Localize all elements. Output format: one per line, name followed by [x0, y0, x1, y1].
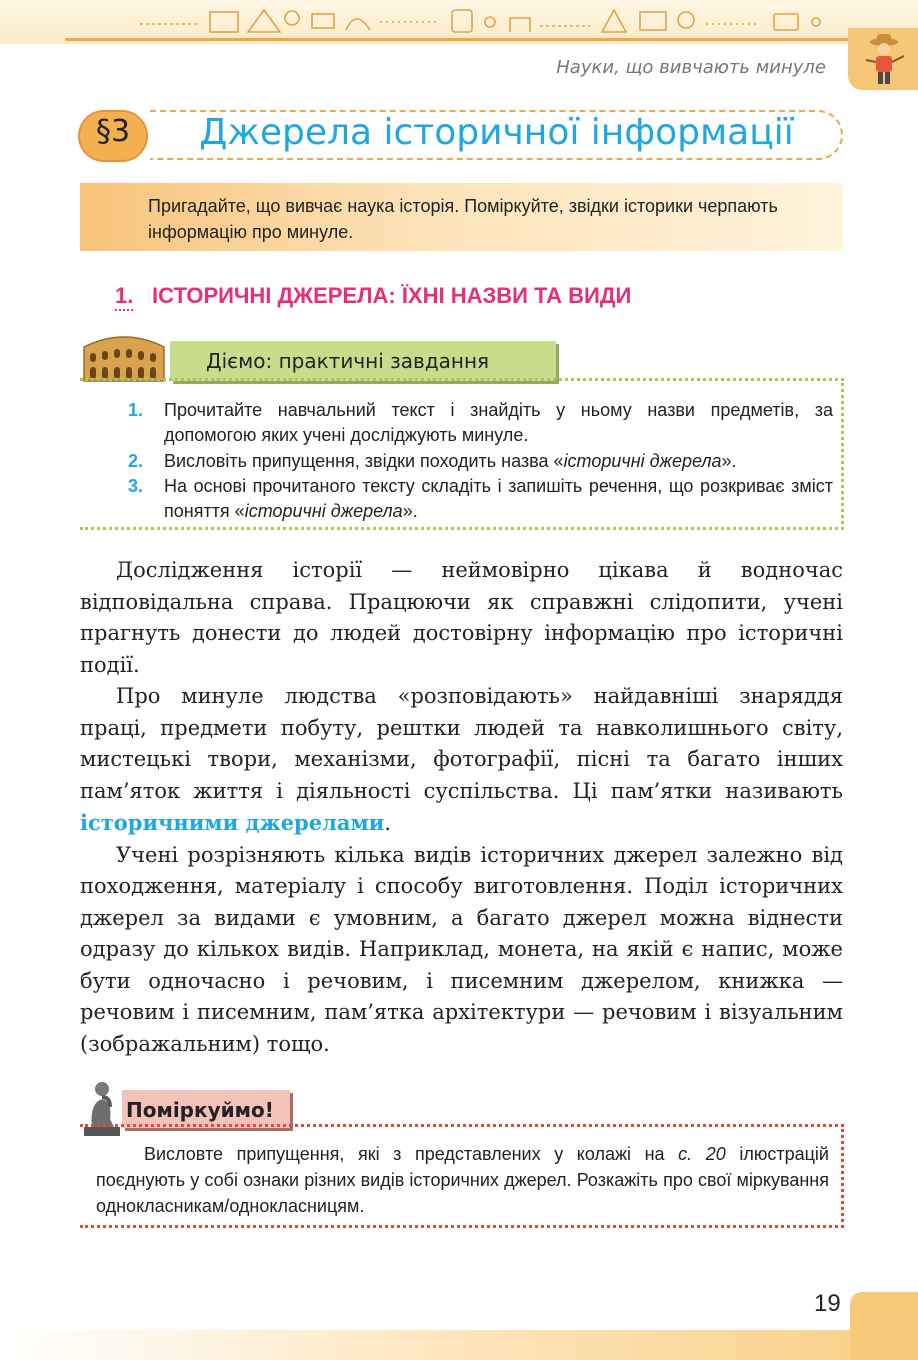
reminder-text: Пригадайте, що вивчає наука історія. Поміркуйте, звідки історики черпають інформацію про минуле. [148, 196, 778, 242]
tasks-label: Діємо: практичні завдання [206, 349, 490, 373]
task-item [128, 449, 833, 474]
history-icons-ornament [140, 4, 840, 36]
task-number: 2. [128, 451, 144, 471]
task-item [128, 398, 833, 448]
think-label: Поміркуймо! [126, 1098, 274, 1122]
page-title: Джерела історичної інформації [199, 112, 794, 153]
task-number: 3. [128, 476, 144, 496]
task-text: Прочитайте навчальний текст і знайдіть у ньому назви предметів, за допомогою яких учені досліджують минуле. [164, 400, 833, 445]
task-item [128, 474, 833, 524]
body-paragraph-3: Учені розрізняють кілька видів історичних джерел залежно від походження, матеріалу і способу виготовлення. Поділ історичних джерел за видами є умовним, а багато джерел можна віднести одразу до кількох видів. Наприклад, монета, на якій є напис, може бути одночасно і речовим, і писемним джерелом, книжка — речовим і писемним, пам’ятка архітектури — речовим і візуальним (зображальним) тощо. [80, 842, 843, 1056]
main-text [80, 555, 843, 1060]
section-number: 1. [115, 283, 133, 311]
colosseum-icon [80, 325, 168, 383]
task-text: Висловіть припущення, звідки походить назва «історичні джерела». [164, 451, 737, 471]
header-rule [65, 38, 855, 41]
running-title: Науки, що вивчають минуле [556, 57, 826, 78]
task-text: На основі прочитаного тексту складіть і запишіть речення, що розкриває зміст поняття «історичні джерела». [164, 476, 833, 521]
page-number: 19 [814, 1290, 841, 1317]
page-reference: с. 20 [678, 1144, 726, 1164]
body-paragraph-1: Дослідження історії — неймовірно цікава й водночас відповідальна справа. Працюючи як справжні слідопити, учені прагнуть донести до людей достовірну інформацію про історичні події. [80, 558, 843, 677]
think-text: Висловте припущення, які з представлених у колажі на с. 20 ілюстрацій поєднують у собі ознаки різних видів історичних джерел. Розкажіть про свої міркування однокласникам/однокласницям. [96, 1144, 829, 1216]
bottom-decorative-band [0, 1330, 918, 1360]
explorer-icon [858, 30, 910, 86]
section-title: ІСТОРИЧНІ ДЖЕРЕЛА: ЇХНІ НАЗВИ ТА ВИДИ [152, 283, 632, 308]
paragraph-number: §3 [95, 114, 131, 149]
task-number: 1. [128, 400, 144, 420]
body-paragraph-2: Про минуле людства «розповідають» найдавніші знаряддя праці, предмети побуту, рештки людей та навколишнього світу, мистецькі твори, механізми, фотографії, пісні та багато інших пам’яток життя і діяльності суспільства. Ці пам’ятки називають історичними джерелами. [80, 684, 843, 835]
key-term: історичними джерелами [80, 810, 385, 835]
page-number-tab [850, 1292, 918, 1360]
